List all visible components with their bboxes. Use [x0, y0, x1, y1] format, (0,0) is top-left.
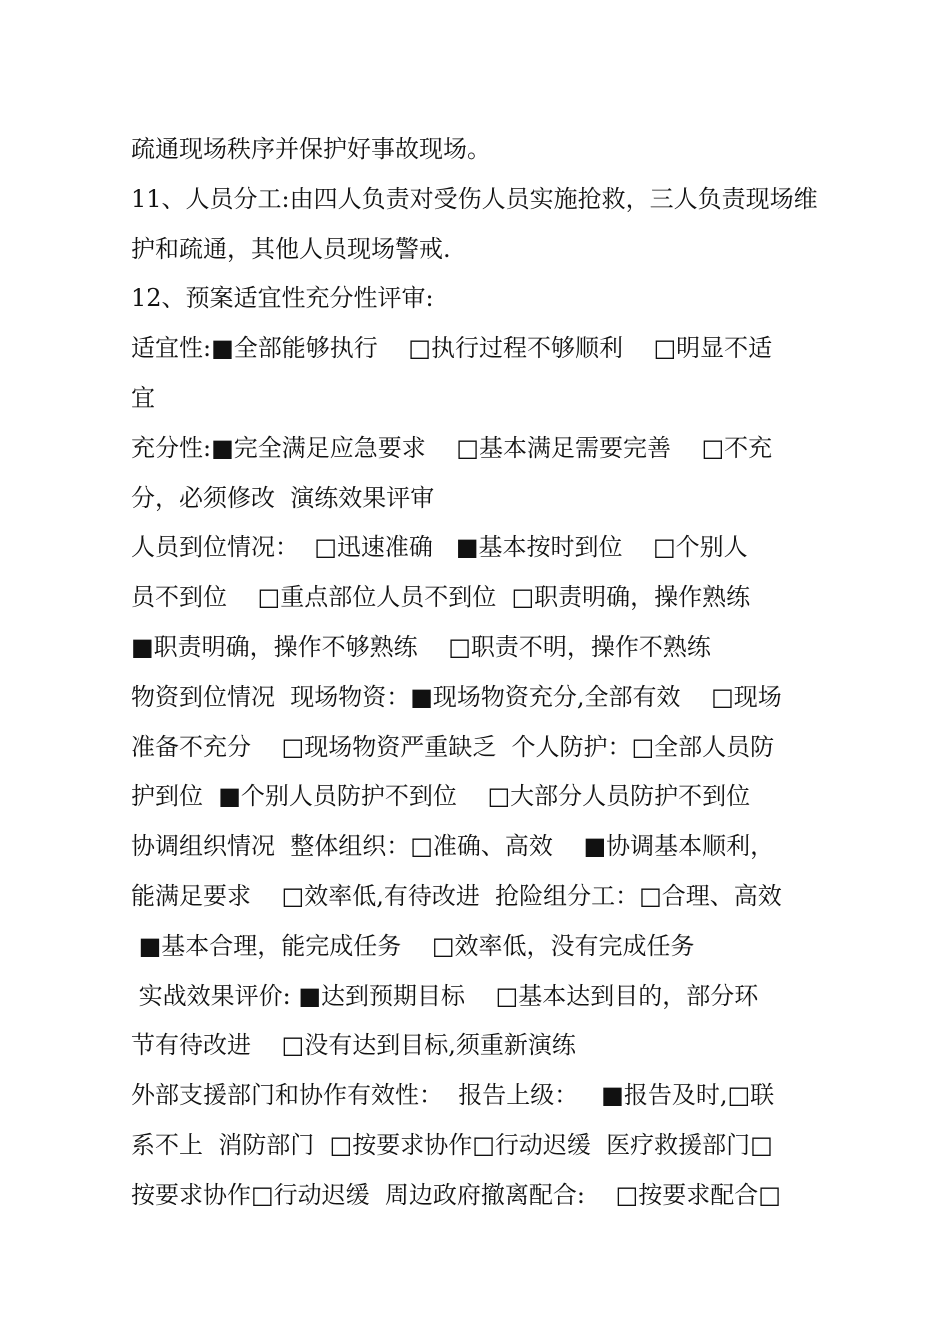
text-line: 适宜性:■全部能够执行 □执行过程不够顺利 □明显不适: [131, 334, 773, 363]
text-line: ■职责明确，操作不够熟练 □职责不明，操作不熟练: [131, 632, 711, 661]
text-line: 人员到位情况： □迅速准确 ■基本按时到位 □个别人: [131, 533, 748, 562]
text-line: 充分性:■完全满足应急要求 □基本满足需要完善 □不充: [131, 433, 773, 462]
text-line: 协调组织情况 整体组织：□准确、高效 ■协调基本顺利，: [131, 832, 775, 861]
text-line: 物资到位情况 现场物资：■现场物资充分,全部有效 □现场: [131, 682, 782, 711]
text-line: 准备不充分 □现场物资严重缺乏 个人防护：□全部人员防: [131, 732, 775, 761]
text-line: 系不上 消防部门 □按要求协作□行动迟缓 医疗救援部门□: [131, 1130, 773, 1159]
text-line: 节有待改进 □没有达到目标,须重新演练: [131, 1031, 576, 1060]
text-line: ■基本合理，能完成任务 □效率低，没有完成任务: [131, 931, 695, 960]
text-line: 11、人员分工:由四人负责对受伤人员实施抢救，三人负责现场维: [131, 184, 818, 213]
text-line: 12、预案适宜性充分性评审:: [131, 284, 434, 313]
text-line: 疏通现场秩序并保护好事故现场。: [131, 135, 491, 163]
text-line: 按要求协作□行动迟缓 周边政府撤离配合: □按要求配合□: [131, 1180, 781, 1209]
text-line: 外部支援部门和协作有效性： 报告上级： ■报告及时,□联: [131, 1081, 775, 1110]
text-line: 护和疏通，其他人员现场警戒.: [131, 234, 451, 263]
document-body: [131, 125, 863, 1221]
text-line: 护到位 ■个别人员防护不到位 □大部分人员防护不到位: [131, 782, 751, 811]
text-line: 实战效果评价: ■达到预期目标 □基本达到目的，部分环: [131, 981, 759, 1010]
text-line: 能满足要求 □效率低,有待改进 抢险组分工：□合理、高效: [131, 881, 782, 910]
text-line: 宜: [131, 383, 155, 412]
text-line: 分，必须修改 演练效果评审: [131, 483, 435, 512]
text-line: 员不到位 □重点部位人员不到位 □职责明确，操作熟练: [131, 583, 751, 612]
